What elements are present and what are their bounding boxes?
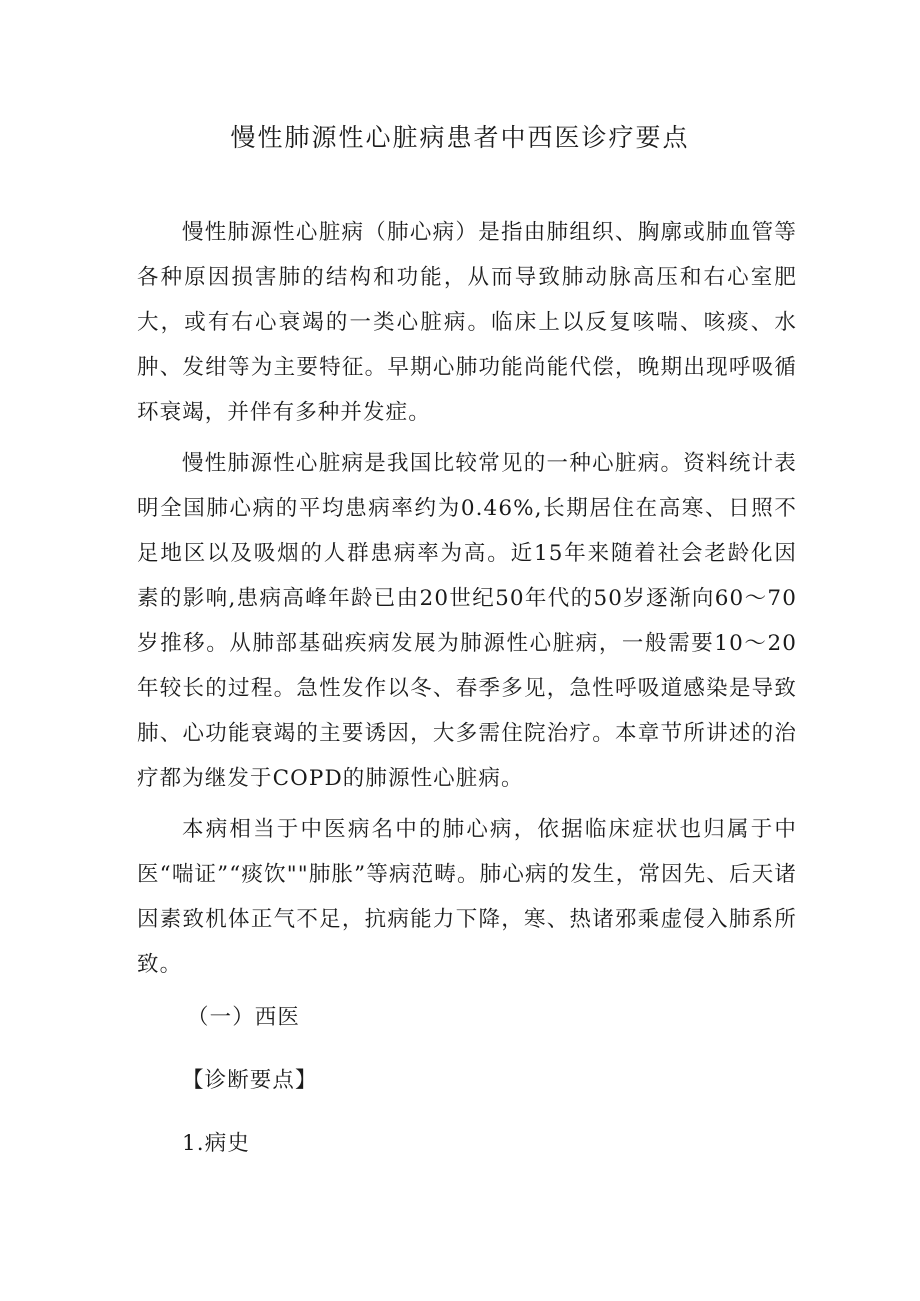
- document-body: [137, 210, 797, 1166]
- item-heading-history: 1.病史: [182, 1131, 250, 1156]
- paragraph-definition: 慢性肺源性心脏病（肺心病）是指由肺组织、胸廓或肺血管等各种原因损害肺的结构和功能，从而导致肺动脉高压和右心室肥大，或有右心衰竭的一类心脏病。临床上以反复咳喘、咳痰、水肿、发绀等为主要特征。早期心肺功能尚能代偿，晚期出现呼吸循环衰竭，并伴有多种并发症。: [137, 220, 797, 425]
- document-title: 慢性肺源性心脏病患者中西医诊疗要点: [230, 123, 690, 152]
- paragraph-epidemiology: 慢性肺源性心脏病是我国比较常见的一种心脏病。资料统计表明全国肺心病的平均患病率约为0.46%,长期居住在高寒、日照不足地区以及吸烟的人群患病率为高。近15年来随着社会老龄化因素的影响,患病高峰年龄已由20世纪50年代的50岁逐渐向60～70岁推移。从肺部基础疾病发展为肺源性心脏病，一般需要10～20年较长的过程。急性发作以冬、春季多见，急性呼吸道感染是导致肺、心功能衰竭的主要诱因，大多需住院治疗。本章节所讲述的治疗都为继发于COPD的肺源性心脏病。: [137, 451, 797, 791]
- subsection-heading-diagnosis: 【诊断要点】: [182, 1068, 318, 1093]
- paragraph-tcm: 本病相当于中医病名中的肺心病，依据临床症状也归属于中医“喘证”“痰饮""肺胀”等病范畴。肺心病的发生，常因先、后天诸因素致机体正气不足，抗病能力下降，寒、热诸邪乘虚侵入肺系所致。: [137, 817, 797, 977]
- section-heading-western-medicine: （一）西医: [187, 1005, 301, 1030]
